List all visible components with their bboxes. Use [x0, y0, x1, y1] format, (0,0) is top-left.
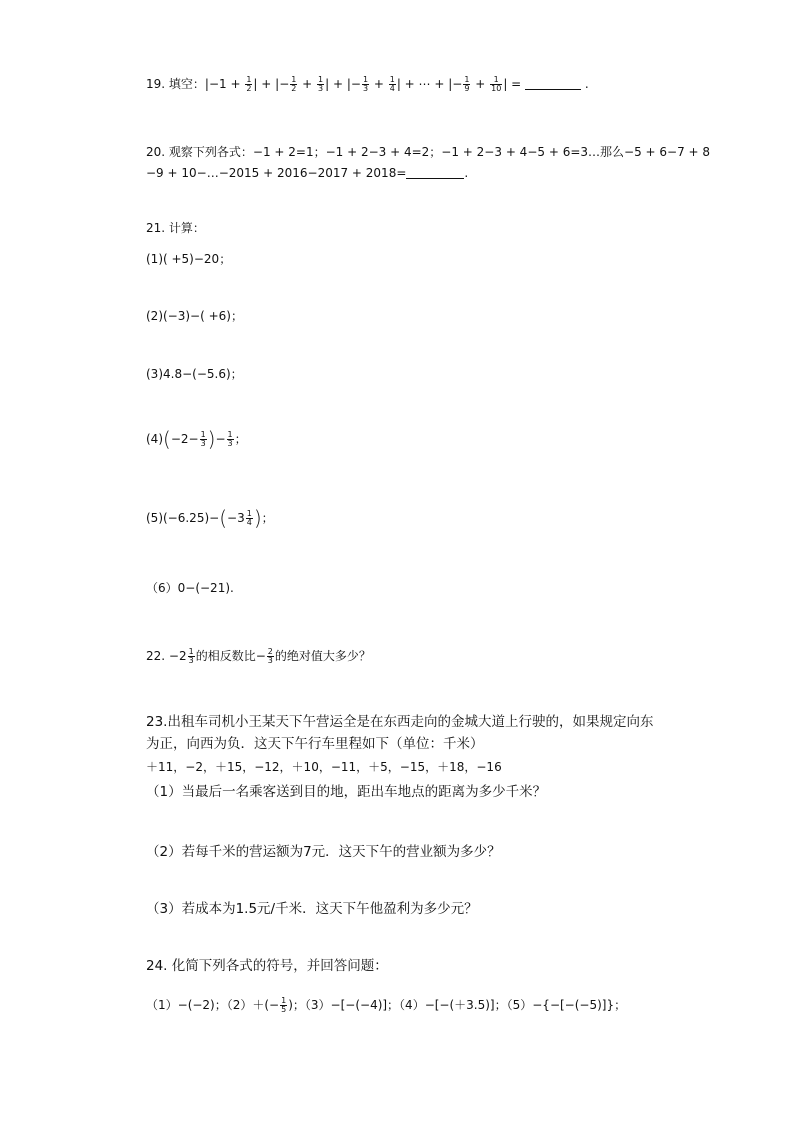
- q24-part-a: （1）−(−2)；（2）＋(−: [146, 998, 280, 1012]
- q21-part-4-label: (4): [146, 432, 163, 446]
- question-20-line-2: [146, 165, 468, 181]
- q19-equals: =: [511, 77, 522, 91]
- question-22: 22. −2 $\frac{1}{3}$ 的相反数比− $\frac{2}{3}$ 的绝对值大多少？: [146, 647, 371, 665]
- q23-sub-3: （3）若成本为1.5元/千米．这天下午他盈利为多少元？: [146, 901, 478, 917]
- q19-prefix: 19. 填空：: [146, 77, 205, 91]
- q24-expressions: [146, 997, 626, 1014]
- q21-part-5-label: (5)(−6.25)−: [146, 511, 220, 525]
- fraction-1-4: $\frac{1}{4}$: [246, 509, 252, 527]
- q23-sub-2: （2）若每千米的营运额为7元．这天下午的营业额为多少？: [146, 844, 501, 860]
- fraction-1-3: $\frac{1}{3}$: [200, 430, 206, 448]
- q20-end: .: [464, 166, 469, 180]
- question-19: 19. 填空：|−1 + $\frac{1}{2}$ | + |− $\frac{1}{2}$ + $\frac{1}{3}$ | + |− $\frac{1}{3}$ + $\frac{1}{4}$ | + ⋯ + |− $\frac{1}{9}$ + $\frac{1}{10}$ | = .: [146, 75, 589, 93]
- q24-part-b: )；（3）−[−(−4)]；（4）−[−(＋3.5)]；（5）−{−[−(−5)]}；: [288, 998, 627, 1012]
- fraction-1-9: $\frac{1}{9}$: [464, 75, 470, 93]
- q21-part-3: (3)4.8−(−5.6)；: [146, 367, 243, 381]
- fraction-1-10: $\frac{1}{10}$: [491, 75, 502, 93]
- q22-mid: 的相反数比: [195, 649, 256, 663]
- fraction-1-3: $\frac{1}{3}$: [227, 430, 233, 448]
- answer-blank[interactable]: [406, 178, 464, 179]
- q21-part-1: (1)( +5)−20；: [146, 252, 232, 266]
- q21-part-5: (5)(−6.25)−(−3 $\frac{1}{4}$ )；: [146, 506, 274, 530]
- q23-mileage-data: ＋11，−2，＋15，−12，＋10，−11，＋5，−15，＋18，−16: [146, 760, 502, 774]
- q20-expression: −9 + 10−…−2015 + 2016−2017 + 2018=: [146, 166, 407, 180]
- question-21-title: 21. 计算：: [146, 221, 205, 235]
- fraction-1-2: $\frac{1}{2}$: [246, 75, 252, 93]
- answer-blank[interactable]: [525, 89, 581, 90]
- q22-prefix: 22.: [146, 649, 169, 663]
- fraction-1-3: $\frac{1}{3}$: [318, 75, 324, 93]
- q21-part-6: （6）0−(−21).: [146, 581, 234, 595]
- question-23-line-1: 23.出租车司机小王某天下午营运全是在东西走向的金城大道上行驶的，如果规定向东: [146, 714, 654, 730]
- q23-sub-1: （1）当最后一名乘客送到目的地，距出车地点的距离为多少千米？: [146, 784, 547, 800]
- q19-end: .: [584, 77, 589, 91]
- fraction-1-3: $\frac{1}{3}$: [362, 75, 369, 93]
- fraction-1-5: $\frac{1}{5}$: [281, 996, 287, 1014]
- q21-part-2: (2)(−3)−( +6)；: [146, 309, 243, 323]
- fraction-1-3: $\frac{1}{3}$: [188, 647, 194, 665]
- question-23-line-2: 为正，向西为负．这天下午行车里程如下（单位：千米）: [146, 736, 484, 752]
- q21-part-4: (4)(−2− $\frac{1}{3}$ )− $\frac{1}{3}$ ；: [146, 427, 247, 451]
- fraction-2-3: $\frac{2}{3}$: [267, 647, 273, 665]
- question-24-title: 24. 化简下列各式的符号，并回答问题：: [146, 958, 388, 974]
- fraction-1-2: $\frac{1}{2}$: [291, 75, 297, 93]
- question-20-line-1: 20. 观察下列各式：−1 + 2=1；−1 + 2−3 + 4=2；−1 + 2−3 + 4−5 + 6=3…那么−5 + 6−7 + 8: [146, 145, 711, 159]
- fraction-1-4: $\frac{1}{4}$: [389, 75, 395, 93]
- q22-end: 的绝对值大多少？: [274, 649, 371, 663]
